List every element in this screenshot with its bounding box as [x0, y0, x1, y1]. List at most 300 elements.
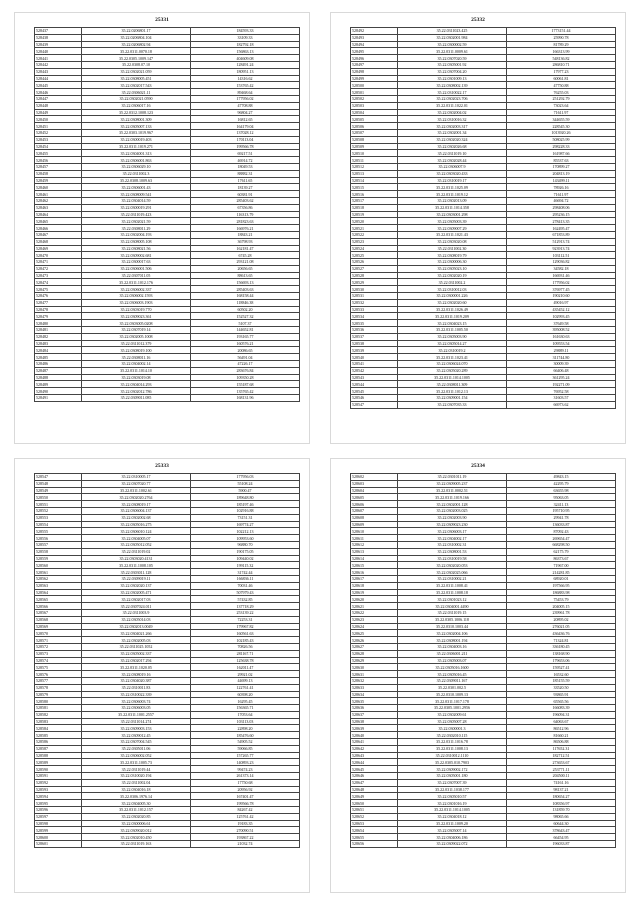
row-number-cell: 528464: [35, 211, 82, 218]
table-row: [351, 603, 616, 610]
page-header: 25331: [155, 17, 169, 23]
value-cell: 137718.29: [191, 603, 300, 610]
cadastral-number-cell: 35.22.0302001.128: [398, 501, 507, 508]
row-number-cell: 528637: [351, 711, 398, 718]
row-number-cell: 528549: [35, 487, 82, 494]
value-cell: 49843.15: [507, 474, 616, 481]
table-row: [35, 786, 300, 793]
row-number-cell: 528453: [35, 136, 82, 143]
table-row: [35, 569, 300, 576]
value-cell: 286810.71: [507, 61, 616, 68]
cadastral-number-cell: 35.22.0311.1014.1005: [398, 807, 507, 814]
row-number-cell: 528568: [35, 616, 82, 623]
value-cell: 395008.52: [507, 327, 616, 334]
cadastral-number-cell: 35.22.0309003.153: [82, 725, 191, 732]
value-cell: 404609.08: [191, 55, 300, 62]
cadastral-number-cell: 35.22.0311012.379: [82, 340, 191, 347]
value-cell: 87092.43: [507, 528, 616, 535]
document-page: [330, 458, 626, 893]
table-row: [35, 820, 300, 827]
cadastral-number-cell: 35.22.0311.1017.178: [398, 698, 507, 705]
table-row: [35, 238, 300, 245]
row-number-cell: 528603: [351, 480, 398, 487]
table-row: [351, 575, 616, 582]
table-row: [35, 677, 300, 684]
row-number-cell: 528514: [351, 177, 398, 184]
cadastral-number-cell: 35.22.0303005.0208: [82, 320, 191, 327]
value-cell: 137028.12: [191, 129, 300, 136]
row-number-cell: 528496: [351, 55, 398, 62]
row-number-cell: 528527: [351, 265, 398, 272]
value-cell: 118846.38: [191, 299, 300, 306]
cadastral-number-cell: 35.22.0302005.471: [82, 589, 191, 596]
value-cell: 185155.59: [507, 677, 616, 684]
cadastral-number-cell: 35.22.0311019.15: [398, 609, 507, 616]
cadastral-number-cell: 35.22.0311.1008.41: [398, 582, 507, 589]
cadastral-number-cell: 35.22.0306010.124: [82, 528, 191, 535]
row-number-cell: 528516: [351, 191, 398, 198]
table-row: [35, 759, 300, 766]
cadastral-number-cell: 35.22.0308005.108: [82, 238, 191, 245]
table-row: [35, 381, 300, 388]
table-row: [351, 340, 616, 347]
table-row: [351, 650, 616, 657]
row-number-cell: 528438: [35, 34, 82, 41]
value-cell: 276021.05: [507, 623, 616, 630]
value-cell: 60061.81: [507, 75, 616, 82]
value-cell: 20895.02: [507, 616, 616, 623]
cadastral-number-cell: 35.22.0311.1019.271: [82, 143, 191, 150]
table-row: [35, 184, 300, 191]
cadastral-number-cell: 35.22.0302003.317: [398, 123, 507, 130]
cadastral-number-cell: 35.22.0312.1008.123: [82, 109, 191, 116]
table-row: [35, 494, 300, 501]
row-number-cell: 528469: [35, 245, 82, 252]
value-cell: 103112.51: [507, 252, 616, 259]
value-cell: 108356.97: [507, 800, 616, 807]
table-row: [35, 813, 300, 820]
row-number-cell: 528646: [351, 773, 398, 780]
table-row: [351, 191, 616, 198]
row-number-cell: 528440: [35, 48, 82, 55]
row-number-cell: 528510: [351, 150, 398, 157]
row-number-cell: 528554: [35, 521, 82, 528]
cadastral-number-cell: 35.22.0306001.211: [398, 650, 507, 657]
cadastral-number-cell: 35.22.0311.1016.78: [398, 739, 507, 746]
cadastral-number-cell: 35.22.0206802.94: [82, 41, 191, 48]
page-header: 25333: [155, 463, 169, 469]
table-row: [351, 827, 616, 834]
table-row: [35, 474, 300, 481]
row-number-cell: 528439: [35, 41, 82, 48]
table-row: [351, 150, 616, 157]
cadastral-number-cell: 35.22.0302020.85: [82, 813, 191, 820]
value-cell: 54905.52: [191, 739, 300, 746]
value-cell: 185476.60: [191, 732, 300, 739]
value-cell: 156693.13: [191, 279, 300, 286]
table-row: [351, 739, 616, 746]
row-number-cell: 528586: [35, 739, 82, 746]
value-cell: 167401.47: [191, 793, 300, 800]
row-number-cell: 528609: [351, 521, 398, 528]
table-row: [35, 150, 300, 157]
value-cell: 166083.39: [507, 705, 616, 712]
cadastral-number-cell: 35.22.0306.1976.14: [82, 793, 191, 800]
value-cell: 161630.63: [507, 333, 616, 340]
table-row: [35, 225, 300, 232]
table-row: [35, 507, 300, 514]
row-number-cell: 528608: [351, 514, 398, 521]
row-number-cell: 528587: [35, 745, 82, 752]
value-cell: 177956.02: [191, 95, 300, 102]
cadastral-number-cell: 35.22.0302003.90: [398, 514, 507, 521]
cadastral-number-cell: 35.22.0305007.14: [398, 827, 507, 834]
table-row: [351, 265, 616, 272]
row-number-cell: 528493: [351, 34, 398, 41]
row-number-cell: 528634: [351, 691, 398, 698]
value-cell: 18139.27: [191, 184, 300, 191]
value-cell: 668298.50: [507, 541, 616, 548]
table-row: [35, 299, 300, 306]
cadastral-number-cell: 35.22.0311.1009.20: [398, 820, 507, 827]
table-row: [351, 637, 616, 644]
row-number-cell: 528526: [351, 259, 398, 266]
value-cell: 196033.87: [507, 841, 616, 848]
row-number-cell: 528573: [35, 650, 82, 657]
table-row: [35, 89, 300, 96]
row-number-cell: 528443: [35, 68, 82, 75]
cadastral-number-cell: 35.22.0302013.0049: [82, 623, 191, 630]
row-number-cell: 528561: [35, 569, 82, 576]
table-row: [351, 184, 616, 191]
cadastral-number-cell: 35.22.0300001.3: [398, 725, 507, 732]
value-cell: 89468.64: [191, 89, 300, 96]
cadastral-number-cell: 35.22.0302021.59: [82, 218, 191, 225]
table-row: [351, 136, 616, 143]
table-row: [351, 773, 616, 780]
row-number-cell: 528579: [35, 691, 82, 698]
value-cell: 60381.91: [191, 191, 300, 198]
cadastral-number-cell: 35.22.0303019.770: [82, 306, 191, 313]
cadastral-number-cell: 35.22.0311003.9: [82, 609, 191, 616]
row-number-cell: 528480: [35, 320, 82, 327]
row-number-cell: 528463: [35, 204, 82, 211]
row-number-cell: 528456: [35, 157, 82, 164]
cadastral-number-cell: 35.22.0304016.18: [82, 786, 191, 793]
cadastral-number-cell: 35.22.0311.0070.18: [82, 48, 191, 55]
cadastral-number-cell: 35.22.0308011.29: [82, 225, 191, 232]
table-row: [35, 102, 300, 109]
value-cell: 184593.33: [191, 28, 300, 35]
table-row: [351, 752, 616, 759]
row-number-cell: 528571: [35, 637, 82, 644]
cadastral-number-cell: 35.22.0305016.45: [398, 671, 507, 678]
cadastral-number-cell: 35.22.0305007.28: [398, 718, 507, 725]
row-number-cell: 528599: [35, 827, 82, 834]
cadastral-number-cell: 35.22.0309020.012: [82, 827, 191, 834]
value-cell: 144652.81: [191, 327, 300, 334]
row-number-cell: 528532: [351, 299, 398, 306]
value-cell: 59066.85: [191, 745, 300, 752]
value-cell: 508025.99: [507, 136, 616, 143]
row-number-cell: 528653: [351, 820, 398, 827]
cadastral-number-cell: 35.22.0302013.09: [398, 197, 507, 204]
cadastral-number-cell: 35.22.0300019.291: [82, 204, 191, 211]
cadastral-number-cell: 35.22.0303.1019.967: [82, 129, 191, 136]
cadastral-number-cell: 35.22.0310022.339: [82, 691, 191, 698]
cadastral-number-cell: 35.22.0305020.289: [398, 367, 507, 374]
row-number-cell: 528538: [351, 340, 398, 347]
table-row: [35, 623, 300, 630]
value-cell: 122761.41: [191, 684, 300, 691]
cadastral-number-cell: 35.22.0311019.423: [82, 211, 191, 218]
value-cell: 162181.47: [191, 245, 300, 252]
value-cell: 671853.89: [507, 231, 616, 238]
table-row: [351, 395, 616, 402]
value-cell: 88613.65: [191, 272, 300, 279]
table-row: [351, 163, 616, 170]
table-row: [35, 123, 300, 130]
cadastral-number-cell: 35.22.0305011.06: [82, 745, 191, 752]
table-row: [35, 374, 300, 381]
cadastral-number-cell: 35.22.0311.1026.49: [398, 306, 507, 313]
value-cell: 166931.46: [507, 272, 616, 279]
row-number-cell: 528607: [351, 507, 398, 514]
cadastral-number-cell: 35.22.0307020.59: [398, 55, 507, 62]
value-cell: 273653.67: [507, 759, 616, 766]
row-number-cell: 528520: [351, 218, 398, 225]
value-cell: 160576.21: [191, 340, 300, 347]
row-number-cell: 528498: [351, 68, 398, 75]
table-row: [351, 225, 616, 232]
cadastral-number-cell: 35.22.0302020.324: [398, 136, 507, 143]
value-cell: 344655.59: [507, 116, 616, 123]
cadastral-number-cell: 35.22.0311.0009.61: [398, 48, 507, 55]
table-row: [351, 259, 616, 266]
table-row: [351, 562, 616, 569]
table-row: [35, 548, 300, 555]
row-number-cell: 528505: [351, 116, 398, 123]
cadastral-number-cell: 35.22.0302010.450: [82, 834, 191, 841]
table-row: [351, 116, 616, 123]
value-cell: 195710.95: [507, 507, 616, 514]
row-number-cell: 528452: [35, 129, 82, 136]
table-row: [35, 177, 300, 184]
table-row: [35, 664, 300, 671]
value-cell: 170113.04: [191, 136, 300, 143]
cadastral-number-cell: 35.22.0300006.61: [82, 820, 191, 827]
value-cell: 18049.53: [191, 163, 300, 170]
table-row: [35, 535, 300, 542]
value-cell: 117652.31: [507, 745, 616, 752]
cadastral-number-cell: 35.22.0311.1019.209: [398, 313, 507, 320]
cadastral-number-cell: 35.22.0311.1038.177: [398, 786, 507, 793]
cadastral-number-cell: 35.22.0309023.230: [398, 521, 507, 528]
table-row: [35, 313, 300, 320]
cadastral-number-cell: 35.22.0306029.10: [82, 163, 191, 170]
value-cell: 6745.28: [191, 252, 300, 259]
table-row: [351, 657, 616, 664]
value-cell: 16295.45: [191, 698, 300, 705]
cadastral-number-cell: 35.22.0305003.39: [398, 218, 507, 225]
row-number-cell: 528536: [351, 327, 398, 334]
cadastral-number-cell: 35.22.0311.1005.73: [82, 759, 191, 766]
table-row: [351, 34, 616, 41]
cadastral-number-cell: 35.22.0306024.070: [398, 361, 507, 368]
table-row: [351, 786, 616, 793]
cadastral-number-cell: 35.22.0311.1012.176: [82, 279, 191, 286]
row-number-cell: 528627: [351, 643, 398, 650]
cadastral-number-cell: 35.22.0300001.226: [398, 293, 507, 300]
value-cell: 923913.74: [507, 245, 616, 252]
value-cell: 44699.13: [191, 677, 300, 684]
row-number-cell: 528437: [35, 28, 82, 35]
table-row: [351, 793, 616, 800]
row-number-cell: 528620: [351, 596, 398, 603]
value-cell: 102212.13: [191, 528, 300, 535]
value-cell: 21032.74: [191, 841, 300, 848]
table-row: [351, 745, 616, 752]
value-cell: 192271.09: [507, 381, 616, 388]
row-number-cell: 528502: [351, 95, 398, 102]
row-number-cell: 528528: [351, 272, 398, 279]
cadastral-number-cell: 35.22.0311.1002.61: [82, 487, 191, 494]
row-number-cell: 528522: [351, 231, 398, 238]
value-cell: 74161.16: [507, 779, 616, 786]
table-row: [35, 793, 300, 800]
row-number-cell: 528503: [351, 102, 398, 109]
row-number-cell: 528541: [351, 361, 398, 368]
table-row: [351, 211, 616, 218]
row-number-cell: 528525: [351, 252, 398, 259]
cadastral-number-cell: 35.22.0311.1019.12: [398, 191, 507, 198]
cadastral-number-cell: 35.22.0304023.15: [398, 320, 507, 327]
value-cell: 47708.88: [191, 102, 300, 109]
cadastral-number-cell: 35.22.0303011.128: [82, 569, 191, 576]
row-number-cell: 528550: [35, 494, 82, 501]
table-row: [351, 129, 616, 136]
cadastral-number-cell: 35.22.0307019.14: [82, 327, 191, 334]
value-cell: 162011.47: [191, 664, 300, 671]
table-row: [351, 204, 616, 211]
table-row: [35, 68, 300, 75]
cadastral-number-cell: 35.22.0304021.266: [82, 630, 191, 637]
row-number-cell: 528589: [35, 759, 82, 766]
row-number-cell: 528584: [35, 725, 82, 732]
table-row: [351, 123, 616, 130]
table-row: [351, 401, 616, 408]
cadastral-number-cell: 35.22.0301.002.5: [398, 684, 507, 691]
cadastral-number-cell: 35.22.0308019.17: [82, 501, 191, 508]
table-row: [351, 548, 616, 555]
table-row: [351, 834, 616, 841]
row-number-cell: 528512: [351, 163, 398, 170]
cadastral-number-cell: 35.22.0310012.1110: [398, 752, 507, 759]
cadastral-number-cell: 35.22.0305003.90: [398, 333, 507, 340]
row-number-cell: 528544: [351, 381, 398, 388]
cadastral-number-cell: 35.22.0303001.298: [398, 211, 507, 218]
value-cell: 93865.91: [507, 691, 616, 698]
value-cell: 70826.56: [191, 643, 300, 650]
row-number-cell: 528519: [351, 211, 398, 218]
cadastral-number-cell: 35.22.0311.1012.13: [398, 388, 507, 395]
table-row: [351, 61, 616, 68]
cadastral-number-cell: 35.22.0302004.106: [398, 630, 507, 637]
value-cell: 185197.46: [191, 501, 300, 508]
value-cell: 66973.62: [507, 401, 616, 408]
table-row: [35, 136, 300, 143]
table-row: [351, 75, 616, 82]
cadastral-number-cell: 35.22.0311.1012.157: [82, 807, 191, 814]
cadastral-number-cell: 35.22.0306002.337: [82, 286, 191, 293]
value-cell: 204813.19: [507, 170, 616, 177]
row-number-cell: 528449: [35, 109, 82, 116]
cadastral-number-cell: 35.22.0309002.172: [398, 766, 507, 773]
cadastral-number-cell: 35.22.0310002.31: [398, 541, 507, 548]
row-number-cell: 528570: [35, 630, 82, 637]
value-cell: 86373.67: [507, 555, 616, 562]
row-number-cell: 528551: [35, 501, 82, 508]
row-number-cell: 528450: [35, 116, 82, 123]
table-row: [351, 28, 616, 35]
row-number-cell: 528617: [351, 575, 398, 582]
table-row: [35, 752, 300, 759]
row-number-cell: 528454: [35, 143, 82, 150]
table-row: [35, 55, 300, 62]
value-cell: 47750.88: [507, 82, 616, 89]
row-number-cell: 528612: [351, 541, 398, 548]
row-number-cell: 528553: [35, 514, 82, 521]
value-cell: 164179.04: [191, 123, 300, 130]
value-cell: 17053.64: [191, 711, 300, 718]
value-cell: 66406.48: [507, 367, 616, 374]
table-row: [35, 630, 300, 637]
value-cell: 295236.15: [507, 211, 616, 218]
row-number-cell: 528473: [35, 272, 82, 279]
row-number-cell: 528625: [351, 630, 398, 637]
value-cell: 204500.11: [507, 773, 616, 780]
table-row: [35, 739, 300, 746]
cadastral-number-cell: 35.22.0308001.53: [398, 548, 507, 555]
table-row: [351, 718, 616, 725]
value-cell: 179653.06: [507, 657, 616, 664]
cadastral-number-cell: 35.22.0308005.451: [82, 75, 191, 82]
table-row: [35, 28, 300, 35]
value-cell: 62175.79: [507, 548, 616, 555]
row-number-cell: 528613: [351, 548, 398, 555]
row-number-cell: 528491: [35, 395, 82, 402]
value-cell: 270090.51: [191, 827, 300, 834]
row-number-cell: 528562: [35, 575, 82, 582]
value-cell: 5107.37: [191, 320, 300, 327]
row-number-cell: 528476: [35, 293, 82, 300]
value-cell: 25990.78: [507, 34, 616, 41]
row-number-cell: 528628: [351, 650, 398, 657]
table-row: [35, 361, 300, 368]
table-row: [351, 616, 616, 623]
row-number-cell: 528467: [35, 231, 82, 238]
table-row: [35, 157, 300, 164]
value-cell: 84267.42: [191, 807, 300, 814]
data-table: [350, 473, 616, 848]
value-cell: 376977.45: [507, 286, 616, 293]
row-number-cell: 528578: [35, 684, 82, 691]
row-number-cell: 528534: [351, 313, 398, 320]
table-row: [351, 333, 616, 340]
table-row: [35, 272, 300, 279]
table-row: [35, 541, 300, 548]
table-row: [35, 528, 300, 535]
